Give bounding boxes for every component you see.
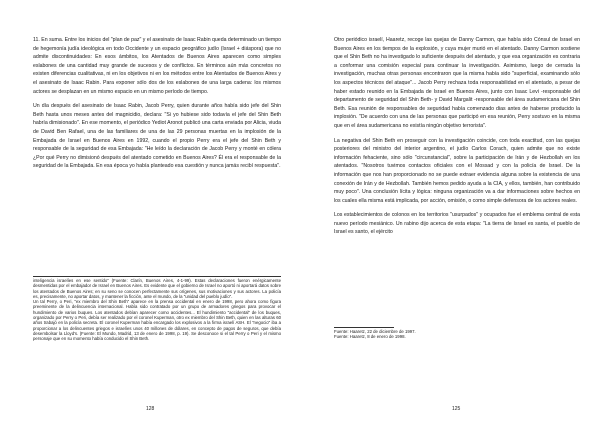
left-footnote-2: Un tal Perry, o Peri, "ex miembro del Shin Beth" aparece en la prensa occidental en enero de 1998, pero ahora como figura preeminente de la delincuencia internacional. Había sido contratado por un grupo de armadores griegos para provocar el hundimiento de varios buques. Los atentados debían aparecer como accidentes... El hundimiento "accidental" de los buques, organizado por Perry o Peri, debía ser realizado por el coronel Kuperman, otro ex miembro del Shin Beth, quien en las alturas 60 años trabajó en la policía secreta. El coronel Kuperman había encargado los explosivos a la firma israelí ASH. El "negocio" iba a proporcionar a los delincuentes griegos e israelíes unos 40 millones de dólares, en concepto de pagos de seguros, que debía desembolsar la Lloyd's. (Fuente: El Mundo, Madrid, 13 de enero de 1998, p. 19). Se desconoce si el tal Perry o Peri y el mismo personaje que en su momento había conducido el Shin Beth. <box>33 299 281 342</box>
right-footnote-2: Fuente: Haaretz, 8 de enero de 1998. <box>334 334 406 340</box>
left-body-text <box>33 36 281 177</box>
left-paragraph-2: Un día después del asesinato de Isaac Rabin, Jacob Perry, quien durante años había sido jefe del Shin Beth hasta unos meses antes del magnicidio, declara: "Si yo hubiese sido todavía el jefe del Shin Beth habría dimisionado". En ese momento, el periódico Yediot Aronot publicó una carta enviada por Alicia, viuda de David Ben Rafael, una de las familiares de una de las 29 personas muertas en la implosión de la Embajada de Israel en Buenos Aires en 1992, cuando el propio Perry era el jefe del Shin Beth y responsable de la seguridad de esa Embajada: "He leído la declaración de Jacob Perry y monté en cólera ¿Por qué Perry no dimisionó después del atentado cometido en Buenos Aires? Él era el responsable de la seguridad de la Embajada. En esa época yo había planteado esa cuestión y nunca jamás recibí respuesta". <box>33 103 281 170</box>
right-body-text <box>334 36 580 243</box>
left-footnotes <box>33 278 281 342</box>
left-paragraph-1: 11. En suma. Entre los inicios del "plan de paz" y el asesinato de Isaac Rabin queda determinado un tiempo de hegemonía judía ideológica en todo Occidente y un espacio geográfico judío (Israel + diáspora) que no admite discontinuidades: En esos ámbitos, los Atentados de Buenos Aires aparecen como simples eslabones de una cantidad muy grande de sucesos y de conflictos. En términos aún más concretos no existen diferencias cualitativas, ni en los objetivos ni en los métodos entre los Atentados de Buenos Aires y el asesinato de Isaac Rabin. Para exponer sólo dos de los eslabones de una larga cadena: los mismos actores se desplazan en un mismo espacio en un mismo período de tiempo. <box>33 37 281 95</box>
right-paragraph-1: Otro periódico israelí, Haaretz, recoge las quejas de Danny Carmon, que había sido Cónsul de Israel en Buenos Aires en los tiempos de la explosión, y cuya mujer murió en el atentado. Danny Carmon sostiene que el Shin Beth no ha investigado lo suficiente después del atentado, y que esa organización es contraria a conformar una comisión especial para continuar la investigación. Asimismo, luego de cerrada la investigación, muchas otras personas encontraron que la misma había sido "superficial, examinando sólo los aspectos técnicos del ataque"... Jacob Perry rechaza toda responsabilidad en el atentado, a pesar de haber estado reunido en la Embajada de Israel en Buenos Aires, junto con Isaac Levi -responsable del departamento de seguridad del Shin Beth- y David Margalit -responsable del área sudamericana del Shin Beth. Esa reunión de responsables de seguridad había comenzado dias antes de haberse producido la implosión. "De acuerdo con una de las personas que participó en esa reunión, Perry sostuvo en la misma que en el área sudamericana no existía ningún objetivo terrorista". <box>334 37 580 129</box>
right-paragraph-3: Los establecimientos de colonos en los territorios "usurpados" y ocupados fue el emblema central de esta nuevo período mesiánico. Un rabino dijo acerca de esta etapa: "La tierra de Israel es santa, el pueblo de Israel es santo, el ejército <box>334 212 580 236</box>
right-footnote-1: Fuente: Haaretz, 22 de diciembre de 1997. <box>334 329 416 334</box>
right-page <box>300 0 600 424</box>
right-footnotes <box>334 329 580 340</box>
left-page-number: 128 <box>146 406 155 412</box>
right-paragraph-2: La negativa del Shin Beth en proseguir con la investigación coincide, con toda exactitud, con las quejas posteriores del ministro del interior argentino, el judío Carlos Corach, quien admite que no existe información fehaciente, sino sólo "circunstancial", sobre la participación de Irán y de Hezbollah en los atentados. "Nosotros tuvimos contactos oficiales con el Mossad y con la policía de Israel. De la información que nos han proporcionado no se puede extraer evidencia alguna sobre la existencia de una conexión de Irán y de Hezbollah. También hemos pedido ayuda a la CIA, y ellos, también, han contribuido muy poco". Una conclusión lícita y lógica: ninguna organización va a dar informaciones sobre hechos en los cuales ella misma está implicada, por acción, omisión, o como simple defensora de los actores reales. <box>334 137 580 204</box>
left-footnote-rule <box>33 276 281 277</box>
left-footnote-1: inteligencia israelíes en ese sentido" (Fuente: Clarín, Buenos Aires, 4-1-99). Estas declaraciones fueron enérgicamente desmentidas por el embajador de Israel en Buenos Aires. Es evidente que el gobierno de Israel no aportó ni aportará datos sobre los atentados de Buenos Aires; en su seno se conocen perfectamente sus orígenes, sus motivaciones y sus actores. La policía es, precisamente, no aportar datos, y mantener la ficción, ante el mundo, de la "unidad del pueblo judío". <box>33 278 281 299</box>
right-page-number: 125 <box>452 406 461 412</box>
right-footnote-rule <box>334 327 394 328</box>
